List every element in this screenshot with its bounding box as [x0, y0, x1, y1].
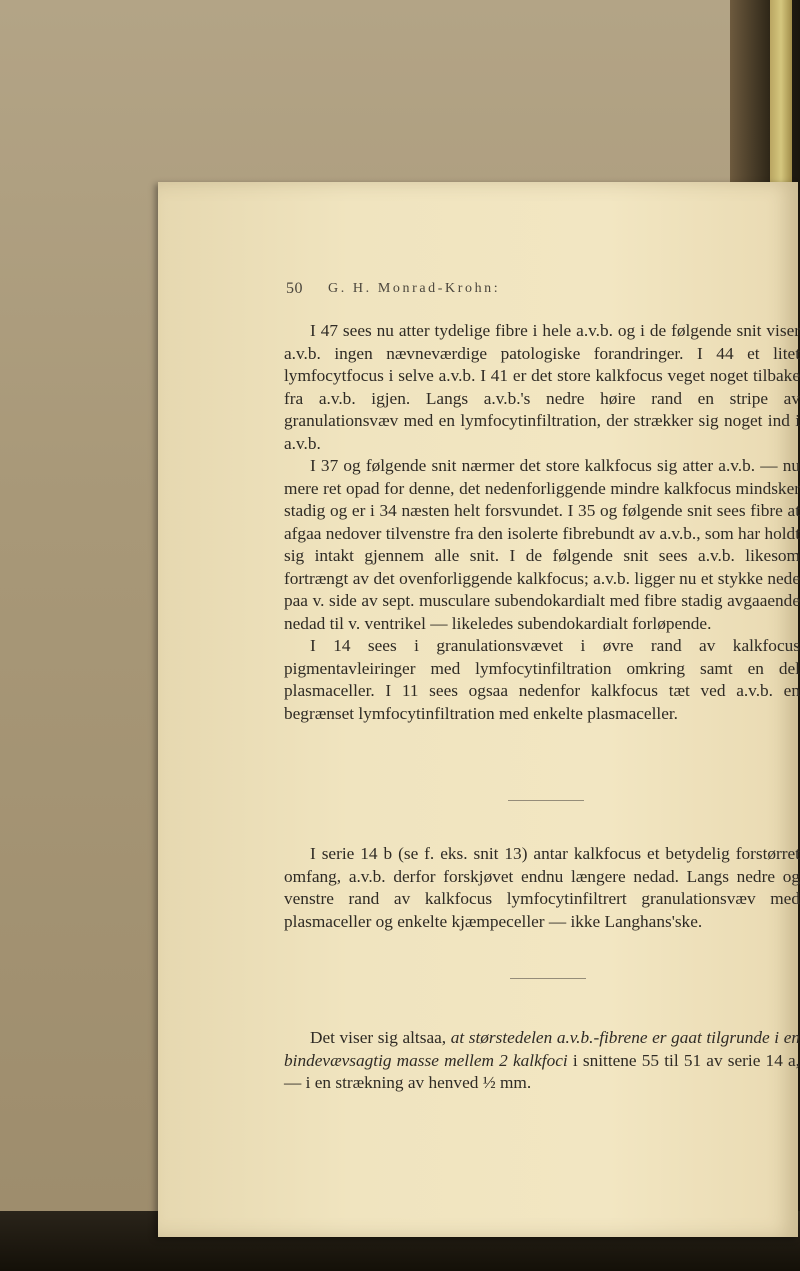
paragraph-4: I serie 14 b (se f. eks. snit 13) antar kalkfocus et betydelig forstørret omfang, a.v.b. derfor forskjøvet endnu længere nedad. Langs nedre og venstre rand av kalkfocus lymfocytinfiltrert granulationsvæv med plasmaceller og enkelte kjæmpeceller — ikke Langhans'ske. [284, 844, 800, 931]
running-head: G. H. Monrad-Krohn: [328, 281, 501, 296]
conclusion-italic: at størstedelen a.v.b.-fibrene er gaat tilgrunde i en bindevævsagtig masse mellem 2 kalkfoci [284, 1028, 800, 1070]
paragraph-2: I 37 og følgende snit nærmer det store kalkfocus sig atter a.v.b. — nu mere ret opad for denne, det nedenforliggende mindre kalkfocus mindsker stadig og er i 34 næsten helt forsvundet. I 35 og følgende snit sees fibre at afgaa nedover tilvenstre fra den isolerte fibrebundt av a.v.b., som har holdt sig intakt gjennem alle snit. I de følgende snit sees a.v.b. likesom fortrængt av det ovenforliggende kalkfocus; a.v.b. ligger nu et stykke nede paa v. side av sept. musculare subendokardialt med fibre stadig avgaaende nedad til v. ventrikel — likeledes subendokardialt forløpende. [284, 456, 800, 633]
text-block-2 [284, 843, 800, 933]
section-divider-2 [510, 978, 586, 979]
paragraph-3: I 14 sees i granulationsvævet i øvre rand av kalkfocus pigmentavleiringer med lymfocytinfiltration omkring samt en del plasmaceller. I 11 sees ogsaa nedenfor kalkfocus tæt ved a.v.b. en begrænset lymfocytinfiltration med enkelte plasmaceller. [284, 636, 800, 723]
text-block-3 [284, 1027, 800, 1095]
page-number: 50 [286, 280, 303, 297]
conclusion-lead: Det viser sig altsaa, [310, 1028, 451, 1047]
conclusion-paragraph [284, 1027, 800, 1095]
book-page [158, 182, 798, 1237]
text-block-1 [284, 320, 800, 725]
conclusion-tail: i snittene 55 til 51 av serie 14 a, — i en strækning av henved ½ mm. [284, 1050, 800, 1092]
section-divider-1 [508, 800, 584, 801]
spine-highlight [770, 0, 792, 210]
page-header [286, 280, 716, 304]
paragraph-1: I 47 sees nu atter tydelige fibre i hele a.v.b. og i de følgende snit viser a.v.b. ingen nævneværdige patologiske forandringer. I 44 et litet lymfocytfocus i selve a.v.b. I 41 er det store kalkfocus veget noget tilbake fra a.v.b. igjen. Langs a.v.b.'s nedre høire rand en stripe av granulationsvæv med en lymfocytinfiltration, der strækker sig noget ind i a.v.b. [284, 321, 800, 453]
